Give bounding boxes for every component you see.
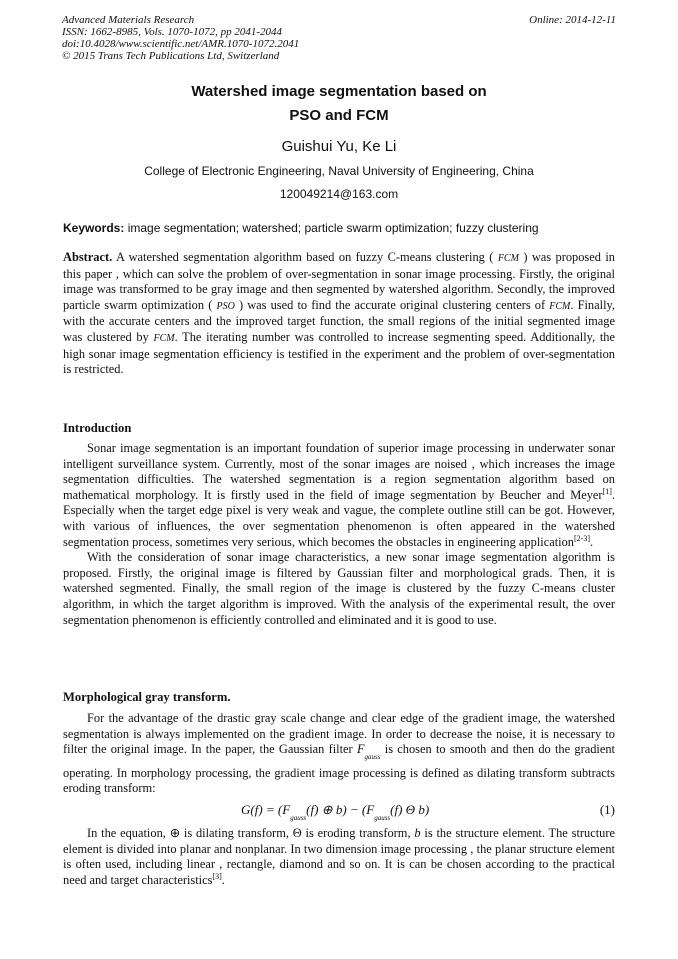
morphological-body-2 (63, 826, 615, 888)
morph-paragraph-1 (63, 711, 615, 797)
morph-text-2b: is the structure element. The structure element is divided into planar and nonplanar. In two dimension image processing , the planar structure element is often used, including linear , rectangle, diamond and so on. It is can be chosen according to the practical need and target characteristics (63, 826, 615, 887)
keywords-line (63, 221, 615, 235)
abstract-text-4: . Finally, with the accurate centers and the improved target function, the small regions of the initial segmented image was clustered by (63, 297, 616, 344)
abstract-text-3: ) was used to find the accurate original clustering centers of (238, 297, 546, 312)
abstract-fcm-1: FCM (497, 253, 519, 264)
intro-paragraph-2: With the consideration of sonar image characteristics, a new sonar image segmentation algorithm is proposed. Firstly, the original image is filtered by Gaussian filter and morphological grads. Then, it is watershed segmented. Finally, the small region of the image is clustered by the fuzzy C-means cluster algorithm, in which the target algorithm is improved. With the analysis of the experimental result, the over segmentation phenomenon is efficiently controlled and eliminated and it is good to use. (63, 550, 615, 627)
journal-name: Advanced Materials Research (62, 14, 195, 26)
intro-text-1c: . (589, 534, 594, 549)
eq-part-3: (f) Θ b) (390, 802, 430, 817)
structure-element-symbol: b (414, 826, 421, 840)
abstract-text-5: . The iterating number was controlled to increase segmenting speed. Additionally, the high sonar image segmentation efficiency is testified in the experiment and the problem of over-segmentation is restricted. (63, 329, 615, 377)
gauss-filter-symbol: F (356, 742, 365, 757)
morph-text-2a: In the equation, ⊕ is dilating transform, Θ is eroding transform, (87, 826, 411, 840)
morphological-body-1 (63, 711, 615, 797)
intro-text-1b: . Especially when the target edge pixel is very weak and vague, the complete outline still can be got. However, with various of influences, the over segmentation phenomenon is often appeared in the watershed segmentation process, sometimes very serious, which becomes the obstacles in engineering application (63, 487, 615, 549)
introduction-body (63, 441, 615, 628)
abstract-fcm-2: FCM (549, 300, 571, 312)
abstract-text-1: A watershed segmentation algorithm based on fuzzy C-means clustering ( (115, 250, 494, 264)
online-date: Online: 2014-12-11 (529, 14, 616, 26)
morph-text-1b: is chosen to smooth and then do the gradient operating. In morphology processing, the gradient image processing is defined as dilating transform subtracts eroding transform: (63, 742, 615, 796)
intro-text-1a: Sonar image segmentation is an important foundation of superior image processing in underwater sonar intelligent surveillance system. Currently, most of the sonar images are noised , which increases the image segmentation difficulties. The watershed segmentation is a region segmentation algorithm based on mathematical morphology. It is firstly used in the field of image segmentation by Beucher and Meyer (63, 441, 615, 502)
title-line-2: PSO and FCM (289, 107, 389, 124)
authors: Guishui Yu, Ke Li (281, 138, 397, 155)
equation-number: (1) (599, 802, 615, 817)
keywords-text: image segmentation; watershed; particle swarm optimization; fuzzy clustering (127, 221, 539, 235)
morph-paragraph-2 (63, 826, 615, 888)
eq-part-2: (f) ⊕ b) − (F (306, 802, 375, 817)
paper-title (0, 80, 678, 128)
citation-3: [3] (212, 871, 222, 881)
intro-paragraph-1 (63, 441, 615, 550)
gauss-filter-subscript: gauss (364, 753, 381, 762)
eq-part-1: G(f) = (F (241, 802, 291, 817)
eq-sub-1: gauss (290, 814, 307, 822)
affiliation: College of Electronic Engineering, Naval University of Engineering, China (144, 164, 534, 178)
abstract-pso: PSO (216, 300, 235, 312)
issn-line: ISSN: 1662-8985, Vols. 1070-1072, pp 2041-2044 (62, 26, 282, 38)
doi-line: doi:10.4028/www.scientific.net/AMR.1070-1072.2041 (62, 38, 300, 50)
section-heading-morphological: Morphological gray transform. (63, 690, 231, 704)
author-email: 120049214@163.com (279, 187, 399, 201)
section-heading-introduction: Introduction (63, 421, 132, 435)
abstract-text-2: ) was proposed in this paper , which can solve the problem of over-segmentation in sonar image processing. Firstly, the original image was transformed to be gray image and then segmented by watershed algorithm. Secondly, the improved particle swarm optimization ( (63, 250, 615, 312)
abstract (63, 250, 615, 378)
citation-1: [1] (602, 486, 612, 496)
keywords-label: Keywords: (63, 221, 125, 235)
copyright-line: © 2015 Trans Tech Publications Ltd, Switzerland (62, 50, 280, 62)
eq-sub-2: gauss (374, 814, 391, 822)
morph-text-1a: For the advantage of the drastic gray scale change and clear edge of the gradient image, the watershed segmentation is always implemented on the gradient image. In order to decrease the noise, it is necessary to filter the original image. In the paper, the Gaussian filter (63, 711, 615, 757)
equation-1 (63, 802, 615, 822)
journal-header (62, 14, 616, 62)
abstract-label: Abstract. (63, 250, 113, 264)
citation-2-3: [2-3] (573, 533, 590, 543)
equation-expression (241, 802, 429, 822)
abstract-fcm-3: FCM (153, 332, 175, 344)
title-line-1: Watershed image segmentation based on (191, 83, 487, 100)
morph-text-2c: . (221, 872, 225, 887)
